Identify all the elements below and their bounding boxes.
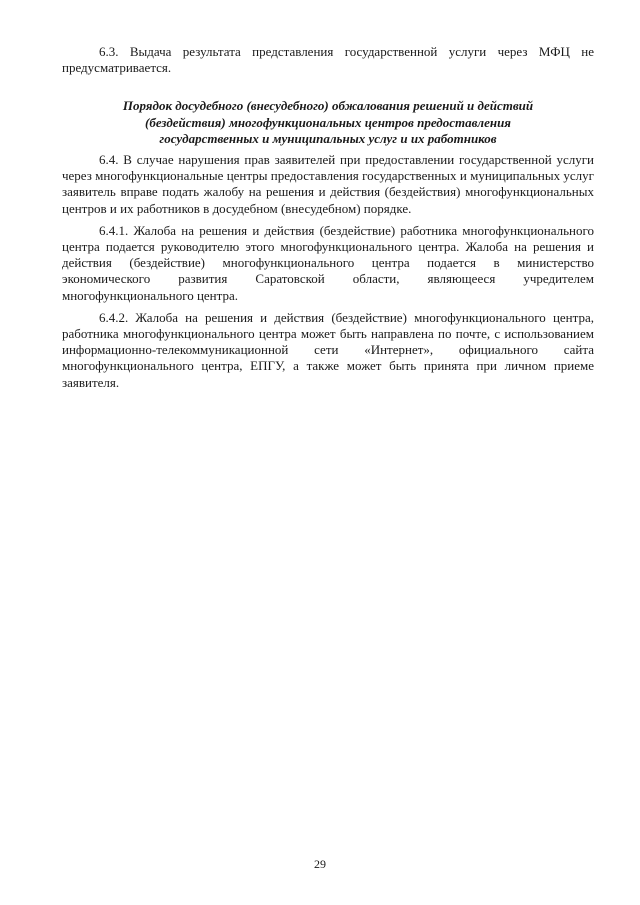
paragraph-6-4-1: 6.4.1. Жалоба на решения и действия (бездействие) работника многофункционального центра подается руководителю этого многофункционального центра. Жалоба на решения и действия (бездействие) многофункционального центра подается в министерство экономического развития Саратовской области, являющееся учредителем многофункционального центра. xyxy=(62,222,594,303)
page-number: 29 xyxy=(314,857,326,871)
section-heading xyxy=(62,98,594,147)
section-heading-line-1: Порядок досудебного (внесудебного) обжалования решений и действий xyxy=(122,98,534,114)
section-heading-line-3: государственных и муниципальных услуг и их работников xyxy=(159,130,497,146)
paragraph-6-3: 6.3. Выдача результата представления государственной услуги через МФЦ не предусматривается. xyxy=(62,44,594,76)
section-heading-line-2: (бездействия) многофункциональных центров предоставления xyxy=(145,114,511,130)
paragraph-6-4-2: 6.4.2. Жалоба на решения и действия (бездействие) многофункционального центра, работника многофункционального центра может быть направлена по почте, с использованием информационно-телекоммуникационной сети «Интернет», официального сайта многофункционального центра, ЕПГУ, а также может быть принята при личном приеме заявителя. xyxy=(62,309,594,390)
document-page xyxy=(62,44,594,397)
paragraph-6-4: 6.4. В случае нарушения прав заявителей при предоставлении государственной услуги через многофункциональные центры предоставления государственных и муниципальных услуг заявитель вправе подать жалобу на решения и действия (бездействия) многофункциональных центров и их работников в досудебном (внесудебном) порядке. xyxy=(62,152,594,216)
